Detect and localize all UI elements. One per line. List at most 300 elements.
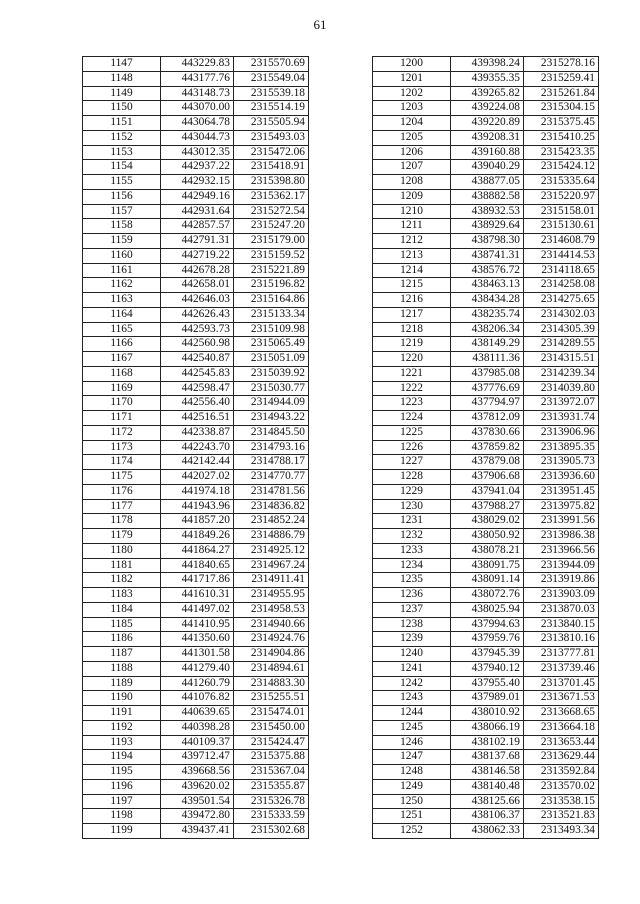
table-row xyxy=(373,366,599,381)
point-number-cell: 1167 xyxy=(83,352,161,367)
table-row xyxy=(83,263,309,278)
y-coordinate-cell: 2315158.01 xyxy=(524,204,599,219)
point-number-cell: 1160 xyxy=(83,248,161,263)
x-coordinate-cell: 443148.73 xyxy=(161,86,234,101)
y-coordinate-cell: 2314955.95 xyxy=(234,588,309,603)
x-coordinate-cell: 439398.24 xyxy=(451,57,524,72)
x-coordinate-cell: 439220.89 xyxy=(451,116,524,131)
y-coordinate-cell: 2315472.06 xyxy=(234,145,309,160)
x-coordinate-cell: 442646.03 xyxy=(161,293,234,308)
x-coordinate-cell: 442243.70 xyxy=(161,440,234,455)
x-coordinate-cell: 442719.22 xyxy=(161,248,234,263)
point-number-cell: 1192 xyxy=(83,720,161,735)
x-coordinate-cell: 437985.08 xyxy=(451,366,524,381)
x-coordinate-cell: 442540.87 xyxy=(161,352,234,367)
y-coordinate-cell: 2314302.03 xyxy=(524,307,599,322)
table-row xyxy=(373,573,599,588)
y-coordinate-cell: 2315367.04 xyxy=(234,765,309,780)
table-row xyxy=(373,750,599,765)
x-coordinate-cell: 438463.13 xyxy=(451,278,524,293)
point-number-cell: 1232 xyxy=(373,529,451,544)
y-coordinate-cell: 2315362.17 xyxy=(234,189,309,204)
point-number-cell: 1159 xyxy=(83,234,161,249)
x-coordinate-cell: 437794.97 xyxy=(451,396,524,411)
table-row xyxy=(83,396,309,411)
point-number-cell: 1205 xyxy=(373,130,451,145)
point-number-cell: 1158 xyxy=(83,219,161,234)
table-row xyxy=(373,411,599,426)
table-row xyxy=(83,307,309,322)
x-coordinate-cell: 437859.82 xyxy=(451,440,524,455)
x-coordinate-cell: 441717.86 xyxy=(161,573,234,588)
table-row xyxy=(373,514,599,529)
x-coordinate-cell: 441943.96 xyxy=(161,499,234,514)
y-coordinate-cell: 2315424.47 xyxy=(234,735,309,750)
y-coordinate-cell: 2314845.50 xyxy=(234,425,309,440)
x-coordinate-cell: 438576.72 xyxy=(451,263,524,278)
point-number-cell: 1161 xyxy=(83,263,161,278)
table-row xyxy=(373,116,599,131)
x-coordinate-cell: 438146.58 xyxy=(451,765,524,780)
table-row xyxy=(373,543,599,558)
point-number-cell: 1199 xyxy=(83,824,161,839)
x-coordinate-cell: 441857.20 xyxy=(161,514,234,529)
point-number-cell: 1221 xyxy=(373,366,451,381)
point-number-cell: 1180 xyxy=(83,543,161,558)
table-row xyxy=(373,632,599,647)
point-number-cell: 1184 xyxy=(83,602,161,617)
y-coordinate-cell: 2314967.24 xyxy=(234,558,309,573)
table-row xyxy=(83,765,309,780)
coordinates-table-right xyxy=(372,56,599,839)
y-coordinate-cell: 2314958.53 xyxy=(234,602,309,617)
point-number-cell: 1224 xyxy=(373,411,451,426)
table-row xyxy=(373,337,599,352)
x-coordinate-cell: 438091.75 xyxy=(451,558,524,573)
table-row xyxy=(83,455,309,470)
y-coordinate-cell: 2314039.80 xyxy=(524,381,599,396)
y-coordinate-cell: 2315450.00 xyxy=(234,720,309,735)
table-row xyxy=(373,455,599,470)
table-row xyxy=(373,234,599,249)
y-coordinate-cell: 2315221.89 xyxy=(234,263,309,278)
table-row xyxy=(83,440,309,455)
table-row xyxy=(83,71,309,86)
x-coordinate-cell: 437941.04 xyxy=(451,484,524,499)
point-number-cell: 1229 xyxy=(373,484,451,499)
table-row xyxy=(83,543,309,558)
point-number-cell: 1231 xyxy=(373,514,451,529)
x-coordinate-cell: 438140.48 xyxy=(451,779,524,794)
table-row xyxy=(83,558,309,573)
table-row xyxy=(373,160,599,175)
point-number-cell: 1155 xyxy=(83,175,161,190)
x-coordinate-cell: 443012.35 xyxy=(161,145,234,160)
x-coordinate-cell: 441350.60 xyxy=(161,632,234,647)
point-number-cell: 1208 xyxy=(373,175,451,190)
point-number-cell: 1201 xyxy=(373,71,451,86)
point-number-cell: 1150 xyxy=(83,101,161,116)
point-number-cell: 1187 xyxy=(83,647,161,662)
point-number-cell: 1156 xyxy=(83,189,161,204)
y-coordinate-cell: 2313975.82 xyxy=(524,499,599,514)
y-coordinate-cell: 2314275.65 xyxy=(524,293,599,308)
y-coordinate-cell: 2315304.15 xyxy=(524,101,599,116)
y-coordinate-cell: 2315278.16 xyxy=(524,57,599,72)
coordinates-table-left xyxy=(82,56,309,839)
x-coordinate-cell: 439712.47 xyxy=(161,750,234,765)
point-number-cell: 1147 xyxy=(83,57,161,72)
x-coordinate-cell: 440639.65 xyxy=(161,706,234,721)
table-row xyxy=(373,204,599,219)
table-row xyxy=(373,396,599,411)
table-row xyxy=(83,617,309,632)
table-row xyxy=(373,602,599,617)
y-coordinate-cell: 2315333.59 xyxy=(234,809,309,824)
point-number-cell: 1191 xyxy=(83,706,161,721)
point-number-cell: 1210 xyxy=(373,204,451,219)
x-coordinate-cell: 442791.31 xyxy=(161,234,234,249)
x-coordinate-cell: 438106.37 xyxy=(451,809,524,824)
x-coordinate-cell: 442949.16 xyxy=(161,189,234,204)
point-number-cell: 1193 xyxy=(83,735,161,750)
table-row xyxy=(83,676,309,691)
table-row xyxy=(373,219,599,234)
x-coordinate-cell: 438078.21 xyxy=(451,543,524,558)
x-coordinate-cell: 438066.19 xyxy=(451,720,524,735)
y-coordinate-cell: 2313671.53 xyxy=(524,691,599,706)
page-number: 61 xyxy=(313,17,327,32)
table-row xyxy=(83,352,309,367)
table-row xyxy=(83,750,309,765)
y-coordinate-cell: 2314925.12 xyxy=(234,543,309,558)
y-coordinate-cell: 2315159.52 xyxy=(234,248,309,263)
point-number-cell: 1228 xyxy=(373,470,451,485)
y-coordinate-cell: 2315179.00 xyxy=(234,234,309,249)
point-number-cell: 1226 xyxy=(373,440,451,455)
y-coordinate-cell: 2314894.61 xyxy=(234,661,309,676)
point-number-cell: 1237 xyxy=(373,602,451,617)
x-coordinate-cell: 442658.01 xyxy=(161,278,234,293)
x-coordinate-cell: 439208.31 xyxy=(451,130,524,145)
x-coordinate-cell: 441974.18 xyxy=(161,484,234,499)
table-row xyxy=(373,765,599,780)
table-row xyxy=(83,219,309,234)
point-number-cell: 1200 xyxy=(373,57,451,72)
y-coordinate-cell: 2315335.64 xyxy=(524,175,599,190)
table-row xyxy=(83,411,309,426)
y-coordinate-cell: 2313629.44 xyxy=(524,750,599,765)
x-coordinate-cell: 437945.39 xyxy=(451,647,524,662)
table-row xyxy=(373,735,599,750)
x-coordinate-cell: 439224.08 xyxy=(451,101,524,116)
table-row xyxy=(373,484,599,499)
y-coordinate-cell: 2314315.51 xyxy=(524,352,599,367)
y-coordinate-cell: 2313944.09 xyxy=(524,558,599,573)
table-row xyxy=(83,160,309,175)
point-number-cell: 1175 xyxy=(83,470,161,485)
y-coordinate-cell: 2314924.76 xyxy=(234,632,309,647)
y-coordinate-cell: 2313991.56 xyxy=(524,514,599,529)
y-coordinate-cell: 2313570.02 xyxy=(524,779,599,794)
y-coordinate-cell: 2313493.34 xyxy=(524,824,599,839)
x-coordinate-cell: 441410.95 xyxy=(161,617,234,632)
y-coordinate-cell: 2315326.78 xyxy=(234,794,309,809)
x-coordinate-cell: 438050.92 xyxy=(451,529,524,544)
y-coordinate-cell: 2313592.84 xyxy=(524,765,599,780)
table-row xyxy=(373,676,599,691)
x-coordinate-cell: 439040.29 xyxy=(451,160,524,175)
x-coordinate-cell: 441849.26 xyxy=(161,529,234,544)
y-coordinate-cell: 2315051.09 xyxy=(234,352,309,367)
point-number-cell: 1244 xyxy=(373,706,451,721)
y-coordinate-cell: 2313986.38 xyxy=(524,529,599,544)
point-number-cell: 1164 xyxy=(83,307,161,322)
y-coordinate-cell: 2315539.18 xyxy=(234,86,309,101)
table-row xyxy=(373,720,599,735)
point-number-cell: 1198 xyxy=(83,809,161,824)
y-coordinate-cell: 2314788.17 xyxy=(234,455,309,470)
table-row xyxy=(373,101,599,116)
x-coordinate-cell: 437988.27 xyxy=(451,499,524,514)
table-row xyxy=(373,175,599,190)
point-number-cell: 1235 xyxy=(373,573,451,588)
point-number-cell: 1178 xyxy=(83,514,161,529)
point-number-cell: 1152 xyxy=(83,130,161,145)
y-coordinate-cell: 2314608.79 xyxy=(524,234,599,249)
table-row xyxy=(373,558,599,573)
x-coordinate-cell: 439472.80 xyxy=(161,809,234,824)
x-coordinate-cell: 442857.57 xyxy=(161,219,234,234)
x-coordinate-cell: 438091.14 xyxy=(451,573,524,588)
x-coordinate-cell: 442626.43 xyxy=(161,307,234,322)
x-coordinate-cell: 438798.30 xyxy=(451,234,524,249)
point-number-cell: 1202 xyxy=(373,86,451,101)
y-coordinate-cell: 2314289.55 xyxy=(524,337,599,352)
y-coordinate-cell: 2315259.41 xyxy=(524,71,599,86)
y-coordinate-cell: 2314118.65 xyxy=(524,263,599,278)
table-row xyxy=(373,809,599,824)
x-coordinate-cell: 442598.47 xyxy=(161,381,234,396)
y-coordinate-cell: 2314940.66 xyxy=(234,617,309,632)
y-coordinate-cell: 2315514.19 xyxy=(234,101,309,116)
table-row xyxy=(373,352,599,367)
y-coordinate-cell: 2314258.08 xyxy=(524,278,599,293)
point-number-cell: 1236 xyxy=(373,588,451,603)
x-coordinate-cell: 437906.68 xyxy=(451,470,524,485)
point-number-cell: 1213 xyxy=(373,248,451,263)
x-coordinate-cell: 442556.40 xyxy=(161,396,234,411)
y-coordinate-cell: 2314305.39 xyxy=(524,322,599,337)
point-number-cell: 1240 xyxy=(373,647,451,662)
table-row xyxy=(373,130,599,145)
x-coordinate-cell: 442027.02 xyxy=(161,470,234,485)
y-coordinate-cell: 2313951.45 xyxy=(524,484,599,499)
point-number-cell: 1227 xyxy=(373,455,451,470)
point-number-cell: 1181 xyxy=(83,558,161,573)
x-coordinate-cell: 438125.66 xyxy=(451,794,524,809)
x-coordinate-cell: 441279.40 xyxy=(161,661,234,676)
x-coordinate-cell: 439355.35 xyxy=(451,71,524,86)
x-coordinate-cell: 442932.15 xyxy=(161,175,234,190)
table-row xyxy=(83,189,309,204)
x-coordinate-cell: 438149.29 xyxy=(451,337,524,352)
x-coordinate-cell: 443229.83 xyxy=(161,57,234,72)
table-row xyxy=(83,824,309,839)
point-number-cell: 1233 xyxy=(373,543,451,558)
x-coordinate-cell: 438072.76 xyxy=(451,588,524,603)
point-number-cell: 1219 xyxy=(373,337,451,352)
table-row xyxy=(373,263,599,278)
point-number-cell: 1166 xyxy=(83,337,161,352)
y-coordinate-cell: 2315410.25 xyxy=(524,130,599,145)
point-number-cell: 1188 xyxy=(83,661,161,676)
x-coordinate-cell: 437989.01 xyxy=(451,691,524,706)
y-coordinate-cell: 2315220.97 xyxy=(524,189,599,204)
x-coordinate-cell: 438111.36 xyxy=(451,352,524,367)
x-coordinate-cell: 440109.37 xyxy=(161,735,234,750)
point-number-cell: 1157 xyxy=(83,204,161,219)
point-number-cell: 1247 xyxy=(373,750,451,765)
point-number-cell: 1217 xyxy=(373,307,451,322)
y-coordinate-cell: 2315247.20 xyxy=(234,219,309,234)
y-coordinate-cell: 2315570.69 xyxy=(234,57,309,72)
point-number-cell: 1215 xyxy=(373,278,451,293)
point-number-cell: 1177 xyxy=(83,499,161,514)
table-row xyxy=(83,337,309,352)
y-coordinate-cell: 2313664.18 xyxy=(524,720,599,735)
table-row xyxy=(373,425,599,440)
point-number-cell: 1250 xyxy=(373,794,451,809)
point-number-cell: 1251 xyxy=(373,809,451,824)
y-coordinate-cell: 2315493.03 xyxy=(234,130,309,145)
point-number-cell: 1248 xyxy=(373,765,451,780)
table-row xyxy=(373,794,599,809)
y-coordinate-cell: 2313777.81 xyxy=(524,647,599,662)
point-number-cell: 1189 xyxy=(83,676,161,691)
y-coordinate-cell: 2314770.77 xyxy=(234,470,309,485)
point-number-cell: 1195 xyxy=(83,765,161,780)
table-row xyxy=(373,145,599,160)
table-row xyxy=(83,425,309,440)
point-number-cell: 1170 xyxy=(83,396,161,411)
table-row xyxy=(83,809,309,824)
point-number-cell: 1238 xyxy=(373,617,451,632)
x-coordinate-cell: 438102.19 xyxy=(451,735,524,750)
table-row xyxy=(83,57,309,72)
table-row xyxy=(83,470,309,485)
point-number-cell: 1149 xyxy=(83,86,161,101)
y-coordinate-cell: 2315549.04 xyxy=(234,71,309,86)
x-coordinate-cell: 441076.82 xyxy=(161,691,234,706)
x-coordinate-cell: 442560.98 xyxy=(161,337,234,352)
y-coordinate-cell: 2313895.35 xyxy=(524,440,599,455)
table-row xyxy=(83,101,309,116)
x-coordinate-cell: 442516.51 xyxy=(161,411,234,426)
x-coordinate-cell: 438206.34 xyxy=(451,322,524,337)
table-row xyxy=(373,706,599,721)
table-row xyxy=(373,293,599,308)
point-number-cell: 1243 xyxy=(373,691,451,706)
y-coordinate-cell: 2314852.24 xyxy=(234,514,309,529)
point-number-cell: 1172 xyxy=(83,425,161,440)
y-coordinate-cell: 2314883.30 xyxy=(234,676,309,691)
y-coordinate-cell: 2314836.82 xyxy=(234,499,309,514)
y-coordinate-cell: 2315375.45 xyxy=(524,116,599,131)
x-coordinate-cell: 438882.58 xyxy=(451,189,524,204)
x-coordinate-cell: 438932.53 xyxy=(451,204,524,219)
x-coordinate-cell: 442678.28 xyxy=(161,263,234,278)
table-row xyxy=(373,499,599,514)
point-number-cell: 1207 xyxy=(373,160,451,175)
point-number-cell: 1165 xyxy=(83,322,161,337)
y-coordinate-cell: 2313653.44 xyxy=(524,735,599,750)
point-number-cell: 1241 xyxy=(373,661,451,676)
table-row xyxy=(83,632,309,647)
y-coordinate-cell: 2313538.15 xyxy=(524,794,599,809)
point-number-cell: 1154 xyxy=(83,160,161,175)
y-coordinate-cell: 2313931.74 xyxy=(524,411,599,426)
table-row xyxy=(83,234,309,249)
point-number-cell: 1151 xyxy=(83,116,161,131)
y-coordinate-cell: 2313870.03 xyxy=(524,602,599,617)
point-number-cell: 1206 xyxy=(373,145,451,160)
y-coordinate-cell: 2314781.56 xyxy=(234,484,309,499)
table-row xyxy=(373,824,599,839)
x-coordinate-cell: 437812.09 xyxy=(451,411,524,426)
y-coordinate-cell: 2315418.91 xyxy=(234,160,309,175)
point-number-cell: 1186 xyxy=(83,632,161,647)
table-row xyxy=(83,647,309,662)
x-coordinate-cell: 441301.58 xyxy=(161,647,234,662)
point-number-cell: 1209 xyxy=(373,189,451,204)
x-coordinate-cell: 441864.27 xyxy=(161,543,234,558)
table-row xyxy=(373,617,599,632)
point-number-cell: 1182 xyxy=(83,573,161,588)
point-number-cell: 1239 xyxy=(373,632,451,647)
table-row xyxy=(83,484,309,499)
point-number-cell: 1222 xyxy=(373,381,451,396)
table-row xyxy=(373,779,599,794)
y-coordinate-cell: 2315398.80 xyxy=(234,175,309,190)
point-number-cell: 1163 xyxy=(83,293,161,308)
y-coordinate-cell: 2315065.49 xyxy=(234,337,309,352)
y-coordinate-cell: 2314793.16 xyxy=(234,440,309,455)
y-coordinate-cell: 2315130.61 xyxy=(524,219,599,234)
x-coordinate-cell: 443044.73 xyxy=(161,130,234,145)
x-coordinate-cell: 443177.76 xyxy=(161,71,234,86)
x-coordinate-cell: 441497.02 xyxy=(161,602,234,617)
table-row xyxy=(83,706,309,721)
y-coordinate-cell: 2314904.86 xyxy=(234,647,309,662)
x-coordinate-cell: 438877.05 xyxy=(451,175,524,190)
x-coordinate-cell: 438929.64 xyxy=(451,219,524,234)
point-number-cell: 1225 xyxy=(373,425,451,440)
y-coordinate-cell: 2313521.83 xyxy=(524,809,599,824)
table-row xyxy=(83,779,309,794)
y-coordinate-cell: 2313668.65 xyxy=(524,706,599,721)
x-coordinate-cell: 437959.76 xyxy=(451,632,524,647)
x-coordinate-cell: 440398.28 xyxy=(161,720,234,735)
x-coordinate-cell: 439501.54 xyxy=(161,794,234,809)
table-row xyxy=(373,647,599,662)
point-number-cell: 1168 xyxy=(83,366,161,381)
y-coordinate-cell: 2313701.45 xyxy=(524,676,599,691)
y-coordinate-cell: 2315196.82 xyxy=(234,278,309,293)
x-coordinate-cell: 442937.22 xyxy=(161,160,234,175)
y-coordinate-cell: 2315164.86 xyxy=(234,293,309,308)
point-number-cell: 1249 xyxy=(373,779,451,794)
